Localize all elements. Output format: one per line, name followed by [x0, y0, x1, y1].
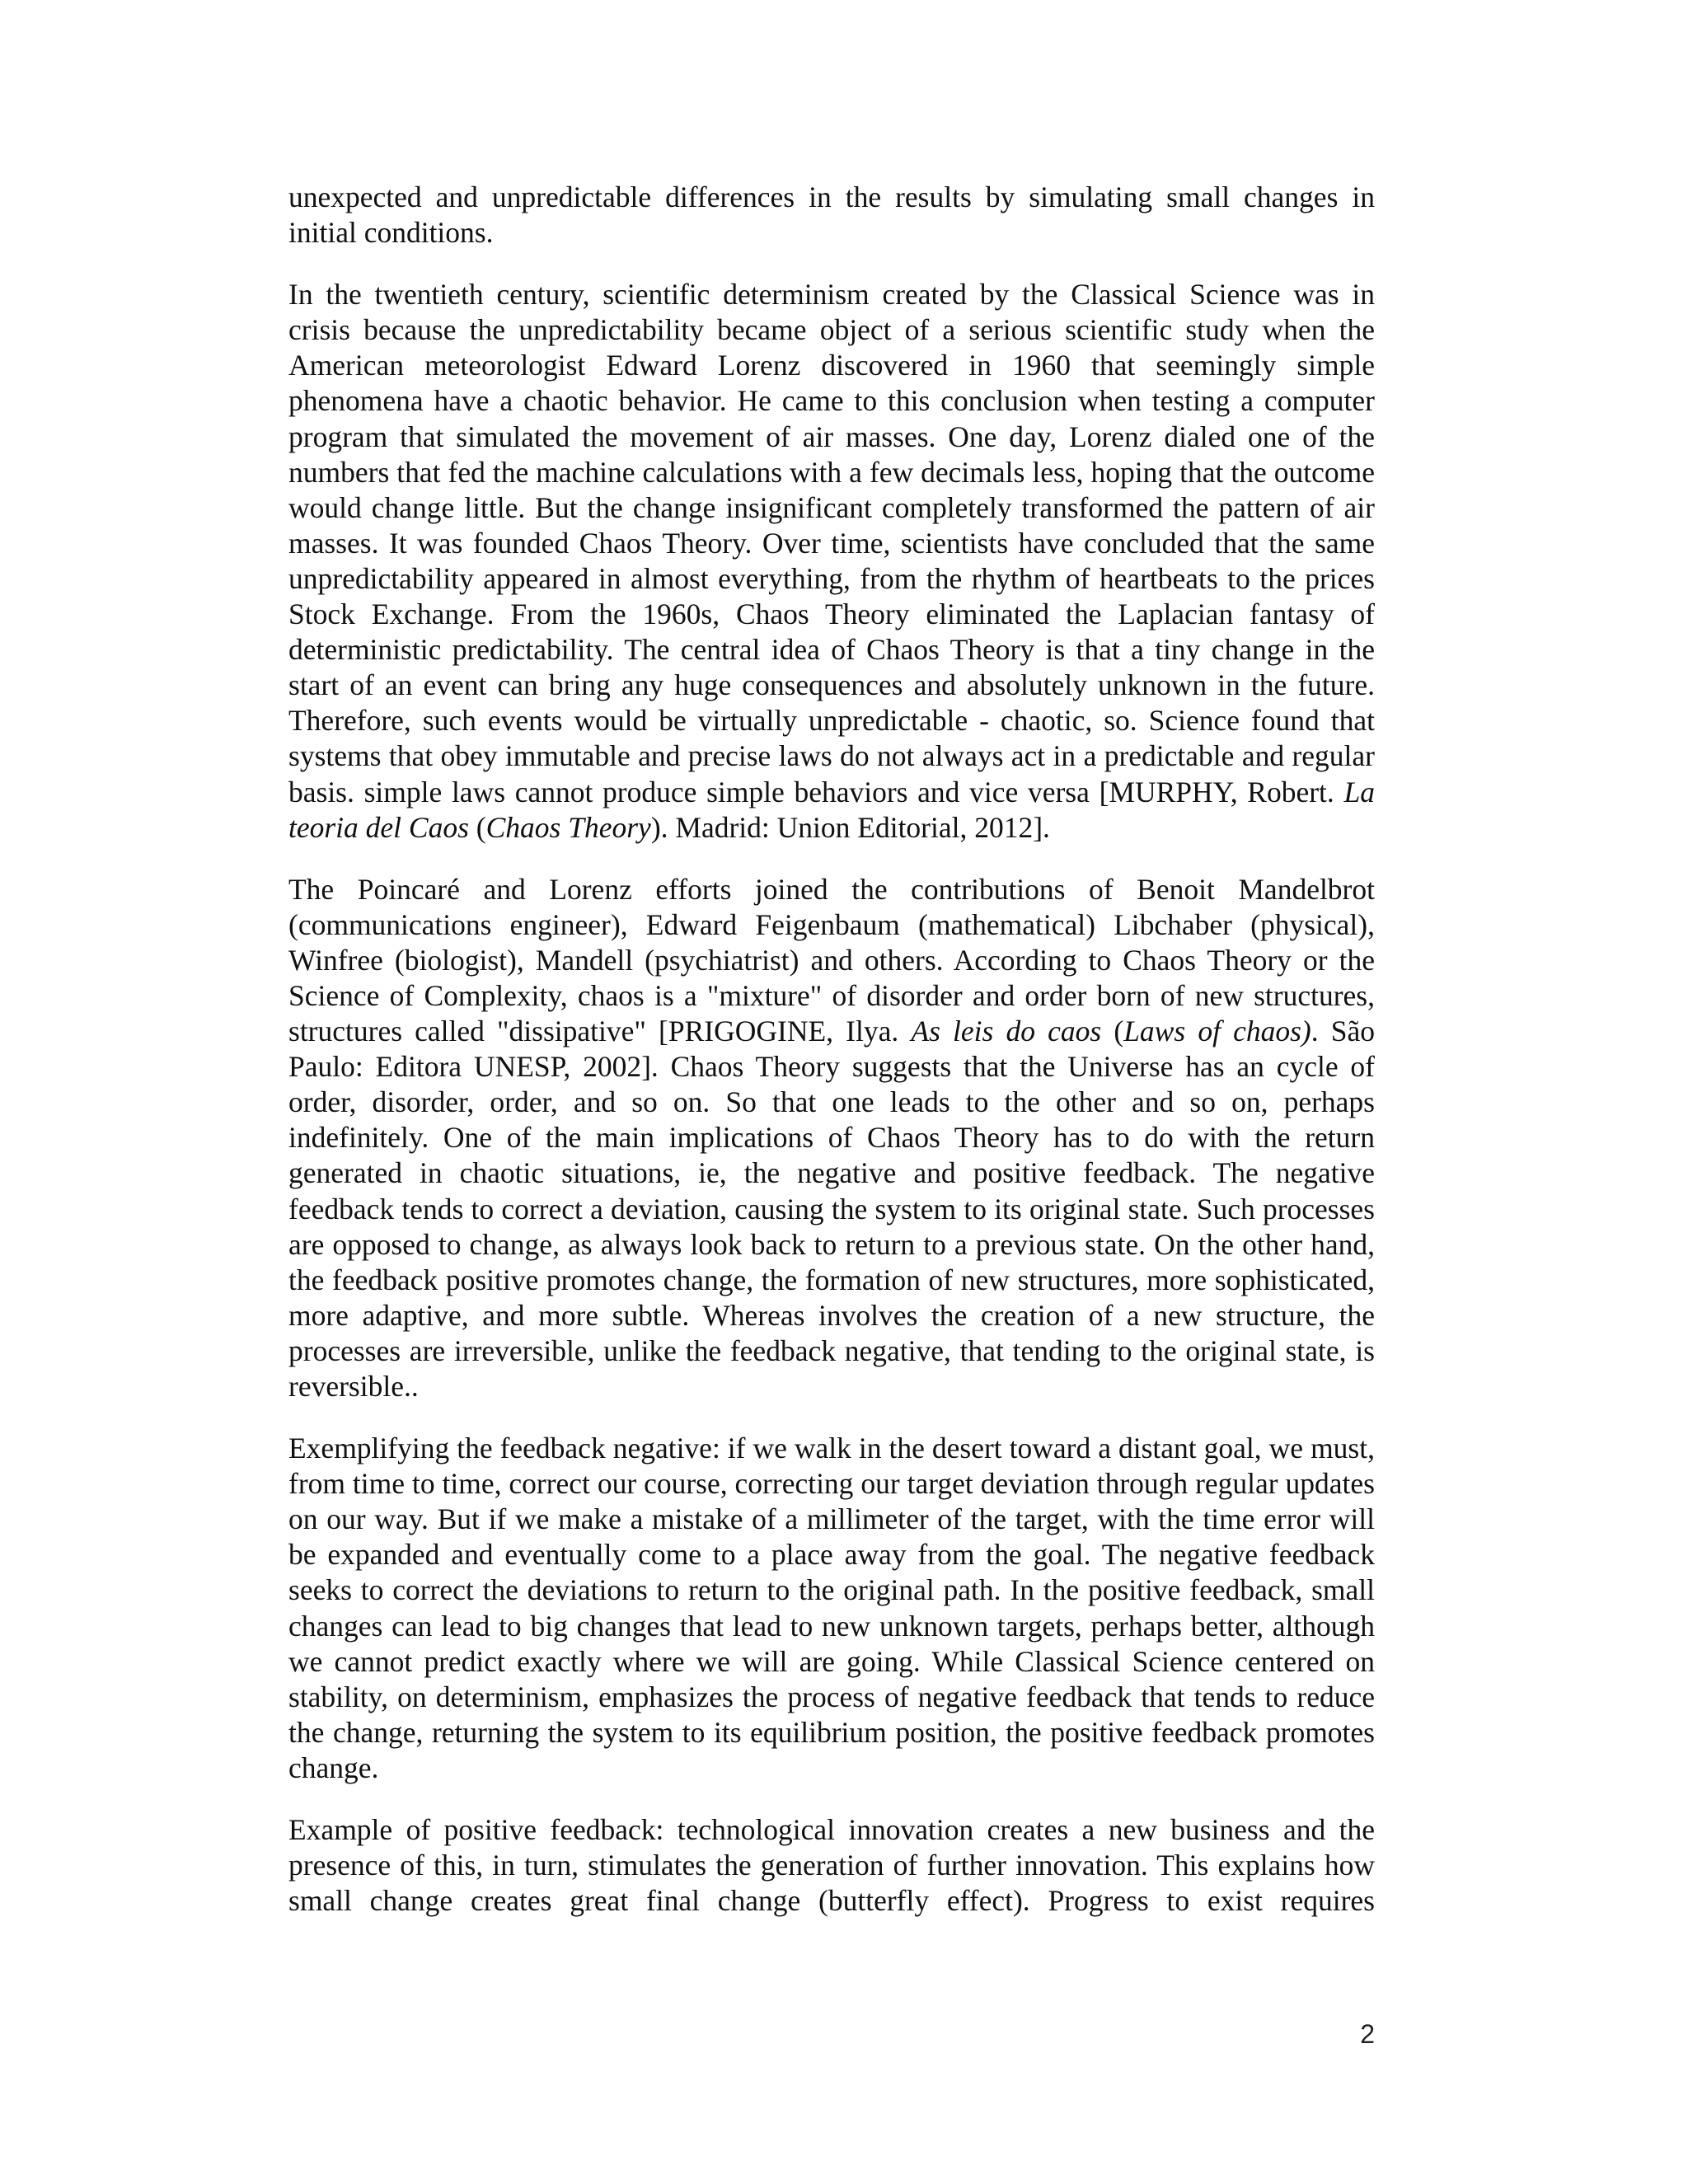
paragraph [288, 1812, 1375, 1919]
paragraph [288, 277, 1375, 846]
italic-text-run: La teoria del Caos [288, 775, 1375, 844]
text-run: In the twentieth century, scientific determinism created by the Classical Science was in crisis because the unpredictability became object of a serious scientific study when the American meteorologist Edward Lorenz discovered in 1960 that seemingly simple phenomena have a chaotic behavior. He came to this conclusion when testing a computer program that simulated the movement of air masses. One day, Lorenz dialed one of the numbers that fed the machine calculations with a few decimals less, hoping that the outcome would change little. But the change insignificant completely transformed the pattern of air masses. It was founded Chaos Theory. Over time, scientists have concluded that the same unpredictability appeared in almost everything, from the rhythm of heartbeats to the prices Stock Exchange. From the 1960s, Chaos Theory eliminated the Laplacian fantasy of deterministic predictability. The central idea of Chaos Theory is that a tiny change in the start of an event can bring any huge consequences and absolutely unknown in the future. Therefore, such events would be virtually unpredictable - chaotic, so. Science found that systems that obey immutable and precise laws do not always act in a predictable and regular basis. simple laws cannot produce simple behaviors and vice versa [MURPHY, Robert. [288, 278, 1375, 808]
page-number: 2 [1360, 2019, 1375, 2049]
italic-text-run: Chaos Theory [485, 810, 651, 844]
text-run: ( [468, 810, 486, 844]
italic-text-run: As leis do caos [911, 1015, 1102, 1048]
paragraph [288, 180, 1375, 251]
paragraph [288, 872, 1375, 1404]
italic-text-run: Laws of chaos) [1123, 1015, 1311, 1048]
text-run: ). Madrid: Union Editorial, 2012]. [650, 810, 1050, 844]
text-run: Exemplifying the feedback negative: if we walk in the desert toward a distant goal, we must, from time to time, correct our course, correcting our target deviation through regular updates on our way. But if we make a mistake of a millimeter of the target, with the time error will be expanded and eventually come to a place away from the goal. The negative feedback seeks to correct the deviations to return to the original path. In the positive feedback, small changes can lead to big changes that lead to new unknown targets, perhaps better, although we cannot predict exactly where we will are going. While Classical Science centered on stability, on determinism, emphasizes the process of negative feedback that tends to reduce the change, returning the system to its equilibrium position, the positive feedback promotes change. [288, 1432, 1375, 1784]
text-run: The Poincaré and Lorenz efforts joined the contributions of Benoit Mandelbrot (communications engineer), Edward Feigenbaum (mathematical) Libchaber (physical), Winfree (biologist), Mandell (psychiatrist) and others. According to Chaos Theory or the Science of Complexity, chaos is a "mixture" of disorder and order born of new structures, structures called "dissipative" [PRIGOGINE, Ilya. [288, 872, 1375, 1048]
body-text [288, 180, 1375, 1919]
text-run: Example of positive feedback: technological innovation creates a new business and the presence of this, in turn, stimulates the generation of further innovation. This explains how small change creates great final change (butterfly effect). Progress to exist requires [288, 1813, 1375, 1918]
text-run: . São Paulo: Editora UNESP, 2002]. Chaos Theory suggests that the Universe has an cycle of order, disorder, order, and so on. So that one leads to the other and so on, perhaps indefinitely. One of the main implications of Chaos Theory has to do with the return generated in chaotic situations, ie, the negative and positive feedback. The negative feedback tends to correct a deviation, causing the system to its original state. Such processes are opposed to change, as always look back to return to a previous state. On the other hand, the feedback positive promotes change, the formation of new structures, more sophisticated, more adaptive, and more subtle. Whereas involves the creation of a new structure, the processes are irreversible, unlike the feedback negative, that tending to the original state, is reversible.. [288, 1015, 1376, 1403]
text-run: unexpected and unpredictable differences in the results by simulating small changes in initial conditions. [288, 180, 1375, 250]
paragraph [288, 1431, 1375, 1786]
text-run: ( [1101, 1015, 1124, 1048]
